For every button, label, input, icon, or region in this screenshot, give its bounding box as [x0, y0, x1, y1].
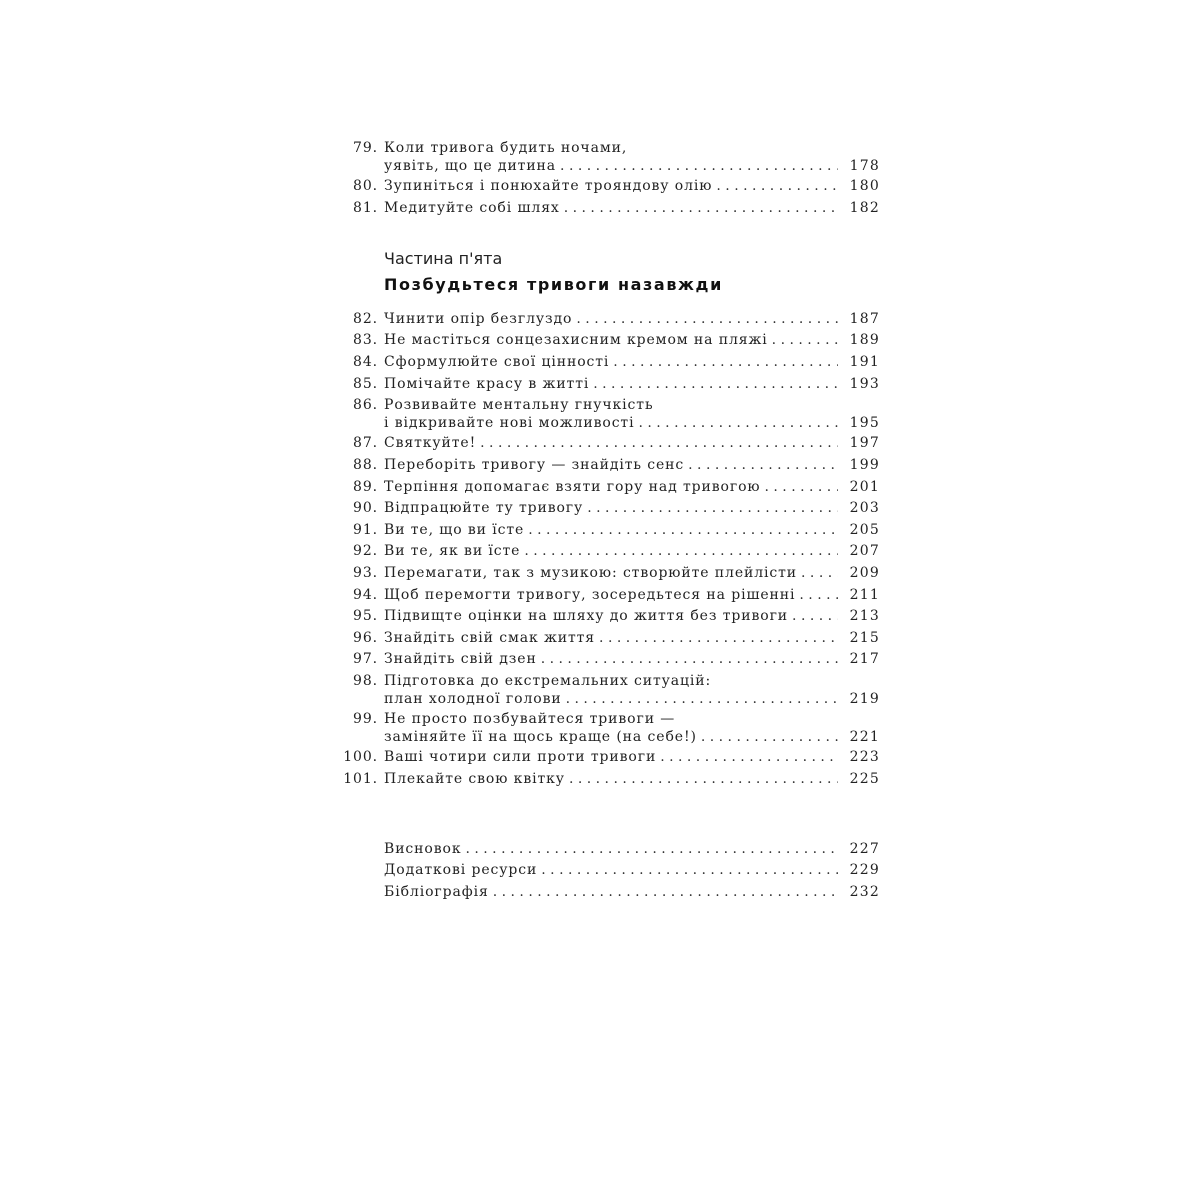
toc-entry[interactable]: [340, 434, 880, 452]
entry-number: 85.: [353, 375, 378, 392]
dot-leader: [593, 375, 838, 393]
dot-leader: [566, 690, 838, 708]
page-number: 199: [849, 456, 880, 473]
toc-entry[interactable]: [340, 375, 880, 393]
page-number: 201: [849, 478, 880, 495]
dot-leader: [599, 629, 838, 647]
entry-title: і відкривайте нові можливості: [384, 415, 635, 432]
page-number: 207: [849, 543, 880, 560]
page-number: 211: [849, 586, 880, 603]
entry-number: 97.: [353, 651, 378, 668]
dot-leader: [528, 521, 838, 539]
entry-number: 88.: [353, 456, 378, 473]
dot-leader: [716, 177, 838, 195]
entry-title: Переборіть тривогу — знайдіть сенс: [384, 456, 685, 473]
entry-number: 99.: [353, 711, 378, 728]
entry-title: Перемагати, так з музикою: створюйте плейлісти: [384, 564, 798, 581]
entry-number: 79.: [353, 140, 378, 156]
page-number: 229: [849, 862, 880, 879]
entry-number: 98.: [353, 672, 378, 689]
toc-group-part-five: [340, 310, 880, 788]
page-number: 225: [849, 770, 880, 787]
dot-leader: [493, 883, 838, 901]
page-number: 227: [849, 840, 880, 857]
entry-number: 90.: [353, 500, 378, 517]
dot-leader: [480, 434, 838, 452]
toc-entry[interactable]: [340, 139, 880, 175]
entry-number: 83.: [353, 332, 378, 349]
toc-entry[interactable]: [340, 650, 880, 668]
entry-title: Відпрацюйте ту тривогу: [384, 500, 584, 517]
toc-entry[interactable]: [340, 199, 880, 217]
entry-title: Додаткові ресурси: [384, 862, 538, 879]
entry-title-line: Не просто позбувайтеся тривоги —: [384, 711, 676, 728]
toc-entry[interactable]: [340, 331, 880, 349]
part-heading: [384, 248, 880, 296]
entry-number: 82.: [353, 310, 378, 327]
toc-entry[interactable]: [340, 861, 880, 879]
dot-leader: [560, 157, 838, 175]
page-number: 219: [849, 690, 880, 707]
toc-entry[interactable]: [340, 177, 880, 195]
dot-leader: [524, 542, 838, 560]
toc-entry[interactable]: [340, 710, 880, 746]
entry-title: Зупиніться і понюхайте трояндову олію: [384, 178, 713, 195]
entry-number: 95.: [353, 608, 378, 625]
page-number: 178: [849, 158, 880, 174]
toc-entry[interactable]: [340, 521, 880, 539]
page-number: 191: [849, 353, 880, 370]
entry-title: заміняйте її на щось краще (на себе!): [384, 729, 697, 746]
toc-entry[interactable]: [340, 586, 880, 604]
page-number: 217: [849, 651, 880, 668]
dot-leader: [638, 414, 838, 432]
page-number: 205: [849, 521, 880, 538]
entry-number: 96.: [353, 629, 378, 646]
entry-title: Підвищте оцінки на шляху до життя без тривоги: [384, 608, 789, 625]
entry-number: 86.: [353, 397, 378, 414]
dot-leader: [541, 650, 838, 668]
entry-title: уявіть, що це дитина: [384, 158, 557, 174]
entry-number: 80.: [353, 178, 378, 195]
toc-entry[interactable]: [340, 748, 880, 766]
entry-number: 91.: [353, 521, 378, 538]
entry-number: 101.: [343, 770, 378, 787]
toc-entry[interactable]: [340, 396, 880, 432]
entry-title-line: Підготовка до екстремальних ситуацій:: [384, 672, 712, 689]
entry-title-line: Розвивайте ментальну гнучкість: [384, 397, 654, 414]
toc-group-back-matter: [340, 840, 880, 901]
toc-entry[interactable]: [340, 672, 880, 708]
page-number: 195: [849, 415, 880, 432]
dot-leader: [772, 331, 838, 349]
entry-title: Помічайте красу в житті: [384, 375, 590, 392]
entry-number: 92.: [353, 543, 378, 560]
dot-leader: [587, 499, 838, 517]
entry-number: 89.: [353, 478, 378, 495]
toc-entry[interactable]: [340, 564, 880, 582]
entry-number: 87.: [353, 435, 378, 452]
entry-title: Сформулюйте свої цінності: [384, 353, 610, 370]
dot-leader: [799, 586, 838, 604]
toc-entry[interactable]: [340, 542, 880, 560]
dot-leader: [564, 199, 838, 217]
entry-title: план холодної голови: [384, 690, 562, 707]
entry-title: Терпіння допомагає взяти гору над тривогою: [384, 478, 761, 495]
toc-entry[interactable]: [340, 353, 880, 371]
page-number: 213: [849, 608, 880, 625]
dot-leader: [660, 748, 838, 766]
dot-leader: [765, 478, 839, 496]
page-number: 223: [849, 749, 880, 766]
entry-title: Святкуйте!: [384, 435, 477, 452]
part-label: Частина п'ята: [384, 248, 503, 268]
entry-title: Плекайте свою квітку: [384, 770, 565, 787]
entry-title: Бібліографія: [384, 884, 489, 901]
entry-number: 93.: [353, 564, 378, 581]
entry-title: Щоб перемогти тривогу, зосередьтеся на рішенні: [384, 586, 796, 603]
page-number: 187: [849, 310, 880, 327]
page-number: 197: [849, 435, 880, 452]
page-number: 203: [849, 500, 880, 517]
page-number: 193: [849, 375, 880, 392]
entry-title: Висновок: [384, 840, 462, 857]
entry-number: 81.: [353, 199, 378, 216]
page-number: 209: [849, 564, 880, 581]
dot-leader: [613, 353, 838, 371]
part-title: Позбудьтеся тривоги назавжди: [384, 274, 723, 294]
toc-entry[interactable]: [340, 629, 880, 647]
dot-leader: [688, 456, 838, 474]
dot-leader: [576, 310, 838, 328]
page-number: 180: [849, 178, 880, 195]
entry-title: Не мастіться сонцезахисним кремом на пляжі: [384, 332, 768, 349]
entry-number: 94.: [353, 586, 378, 603]
toc-entry[interactable]: [340, 770, 880, 788]
toc-entry[interactable]: [340, 310, 880, 328]
toc-entry[interactable]: [340, 607, 880, 625]
entry-title: Медитуйте собі шлях: [384, 199, 560, 216]
entry-title: Ваші чотири сили проти тривоги: [384, 749, 657, 766]
entry-title: Ви те, як ви їсте: [384, 543, 521, 560]
dot-leader: [541, 861, 838, 879]
toc-entry[interactable]: [340, 456, 880, 474]
entry-number: 100.: [343, 749, 378, 766]
entry-title: Знайдіть свій дзен: [384, 651, 537, 668]
page-number: 232: [849, 884, 880, 901]
dot-leader: [465, 840, 838, 858]
page-number: 182: [849, 199, 880, 216]
dot-leader: [701, 728, 838, 746]
entry-number: 84.: [353, 353, 378, 370]
dot-leader: [569, 770, 838, 788]
entry-title-line: Коли тривога будить ночами,: [384, 140, 628, 156]
entry-title: Знайдіть свій смак життя: [384, 629, 596, 646]
table-of-contents: [340, 139, 880, 905]
page-number: 189: [849, 332, 880, 349]
toc-entry[interactable]: [340, 883, 880, 901]
toc-entry[interactable]: [340, 478, 880, 496]
page-number: 221: [849, 729, 880, 746]
entry-title: Чинити опір безглуздо: [384, 310, 573, 327]
page-number: 215: [849, 629, 880, 646]
entry-title: Ви те, що ви їсте: [384, 521, 525, 538]
toc-entry[interactable]: [340, 840, 880, 858]
toc-group-part-four-end: [340, 139, 880, 217]
dot-leader: [801, 564, 838, 582]
toc-entry[interactable]: [340, 499, 880, 517]
dot-leader: [792, 607, 838, 625]
